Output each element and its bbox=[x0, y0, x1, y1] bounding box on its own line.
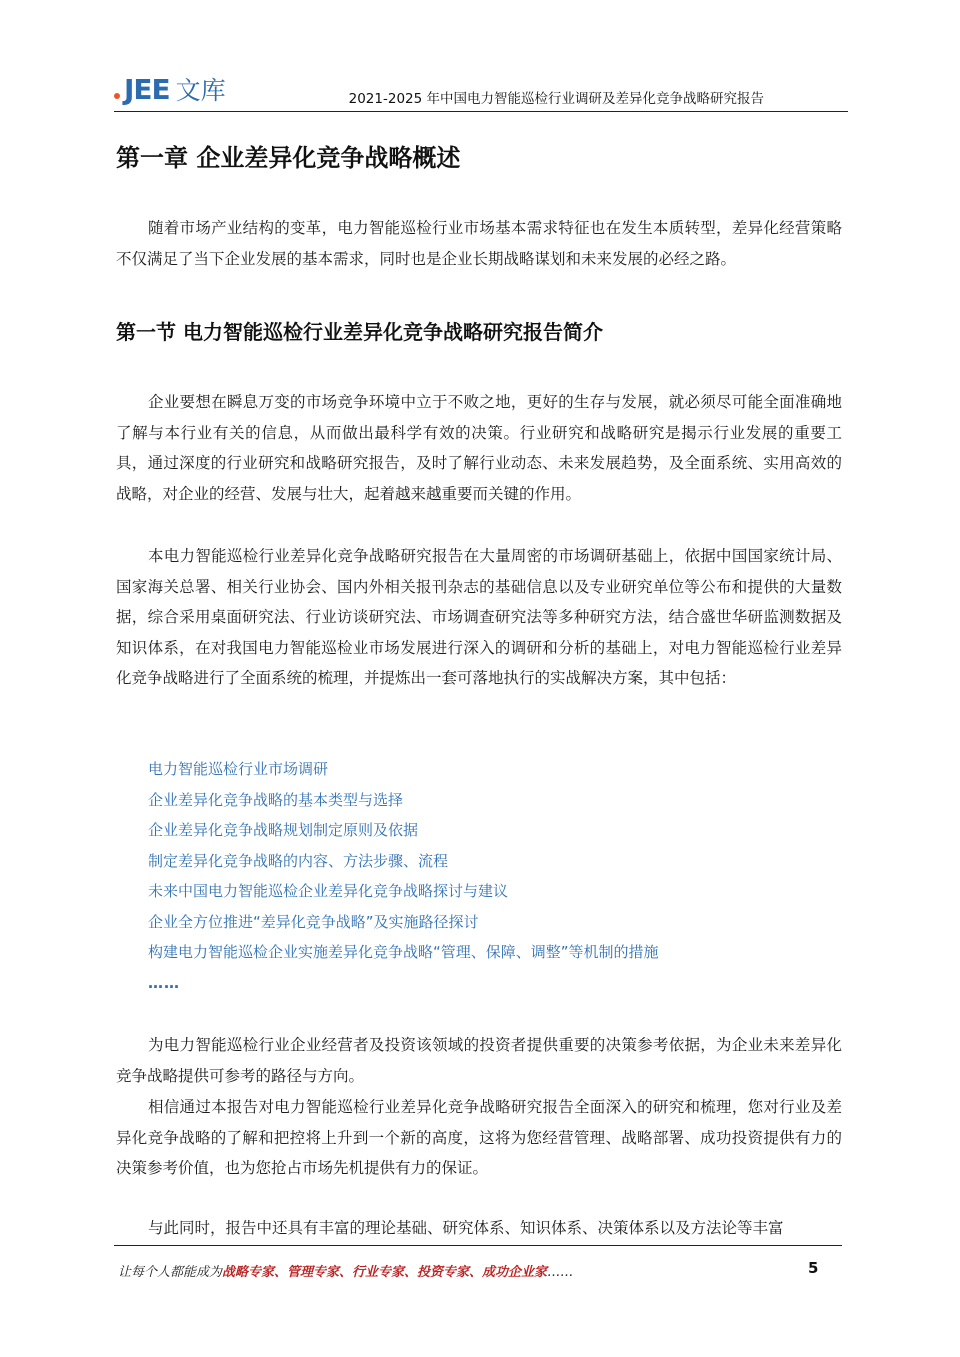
paragraph-value: 为电力智能巡检行业企业经营者及投资该领域的投资者提供重要的决策参考依据，为企业未来差异化竞争战略提供可参考的路径与方向。 bbox=[116, 1036, 842, 1085]
chapter-title: 第一章 企业差异化竞争战略概述 bbox=[116, 144, 461, 172]
paragraph-research-importance: 企业要想在瞬息万变的市场竞争环境中立于不败之地，更好的生存与发展，就必须尽可能全面准确地了解与本行业有关的信息，从而做出最科学有效的决策。行业研究和战略研究是揭示行业发展的重要工具，通过深度的行业研究和战略研究报告，及时了解行业动态、未来发展趋势，及全面系统、实用高效的战略，对企业的经营、发展与壮大，起着越来越重要而关键的作用。 bbox=[116, 393, 842, 503]
logo-text: 文库 bbox=[175, 76, 226, 105]
contents-link-strategy-process[interactable]: 制定差异化竞争战略的内容、方法步骤、流程 bbox=[148, 851, 449, 870]
header-title: 2021-2025 年中国电力智能巡检行业调研及差异化竞争战略研究报告 bbox=[348, 91, 764, 107]
logo-mark: JEE bbox=[124, 72, 170, 106]
footer-slogan bbox=[118, 1261, 573, 1280]
footer-highlight: 战略专家、管理专家、行业专家、投资专家、成功企业家 bbox=[222, 1265, 548, 1280]
contents-link-market-research[interactable]: 电力智能巡检行业市场调研 bbox=[148, 760, 329, 778]
page-number: 5 bbox=[808, 1259, 819, 1277]
footer-divider bbox=[114, 1245, 842, 1246]
paragraph-meanwhile: 与此同时，报告中还具有丰富的理论基础、研究体系、知识体系、决策体系以及方法论等丰富 bbox=[148, 1219, 784, 1237]
footer-suffix: …… bbox=[547, 1265, 574, 1280]
section-title: 第一节 电力智能巡检行业差异化竞争战略研究报告简介 bbox=[116, 320, 603, 344]
paragraph-report-basis: 本电力智能巡检行业差异化竞争战略研究报告在大量周密的市场调研基础上，依据中国国家统计局、国家海关总署、相关行业协会、国内外相关报刊杂志的基础信息以及专业研究单位等公布和提供的大量数据，综合采用桌面研究法、行业访谈研究法、市场调查研究法等多种研究方法，结合盛世华研监测数据及知识体系，在对我国电力智能巡检业市场发展进行深入的调研和分析的基础上，对电力智能巡检行业差异化竞争战略进行了全面系统的梳理，并提炼出一套可落地执行的实战解决方案，其中包括： bbox=[116, 547, 842, 687]
logo bbox=[114, 72, 226, 106]
contents-ellipsis: …… bbox=[148, 973, 180, 992]
logo-dot-icon bbox=[114, 93, 120, 99]
paragraph-confidence: 相信通过本报告对电力智能巡检行业差异化竞争战略研究报告全面深入的研究和梳理，您对行业及差异化竞争战略的了解和把控将上升到一个新的高度，这将为您经营管理、战略部署、成功投资提供有力的决策参考价值，也为您抢占市场先机提供有力的保证。 bbox=[116, 1098, 842, 1177]
contents-list bbox=[148, 754, 828, 998]
contents-link-planning-principles[interactable]: 企业差异化竞争战略规划制定原则及依据 bbox=[148, 821, 419, 839]
page-header bbox=[114, 68, 848, 112]
contents-link-mechanism-measures[interactable]: 构建电力智能巡检企业实施差异化竞争战略“管理、保障、调整”等机制的措施 bbox=[148, 943, 659, 961]
contents-link-implementation-path[interactable]: 企业全方位推进“差异化竞争战略”及实施路径探讨 bbox=[148, 912, 479, 931]
paragraph-intro: 随着市场产业结构的变革，电力智能巡检行业市场基本需求特征也在发生本质转型，差异化经营策略不仅满足了当下企业发展的基本需求，同时也是企业长期战略谋划和未来发展的必经之路。 bbox=[116, 219, 842, 268]
contents-link-future-suggestions[interactable]: 未来中国电力智能巡检企业差异化竞争战略探讨与建议 bbox=[148, 882, 509, 900]
contents-link-strategy-types[interactable]: 企业差异化竞争战略的基本类型与选择 bbox=[148, 790, 404, 809]
footer-prefix: 让每个人都能成为 bbox=[118, 1265, 223, 1280]
